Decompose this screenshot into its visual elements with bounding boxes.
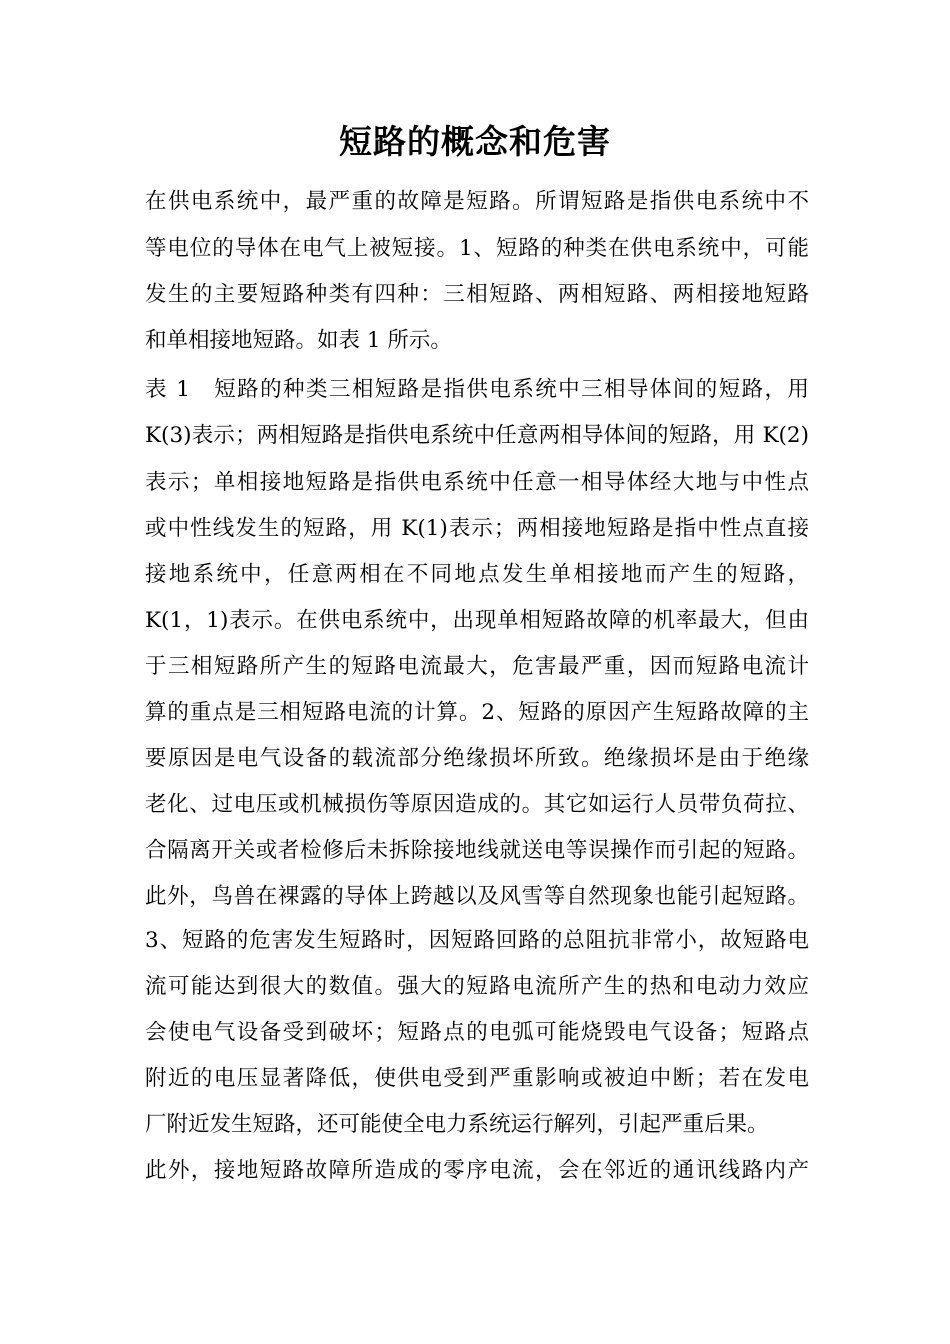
- paragraph-line: 3、短路的危害发生短路时，因短路回路的总阻抗非常小，故短路电: [145, 928, 809, 953]
- paragraph-line: 合隔离开关或者检修后未拆除接地线就送电等误操作而引起的短路。: [145, 838, 809, 863]
- document-title: 短路的概念和危害: [339, 122, 611, 161]
- paragraph-line: 此外，接地短路故障所造成的零序电流，会在邻近的通讯线路内产: [145, 1158, 809, 1183]
- paragraph-line: 厂附近发生短路，还可能使全电力系统运行解列，引起严重后果。: [145, 1112, 769, 1137]
- paragraph-line: 附近的电压显著降低，使供电受到严重影响或被迫中断；若在发电: [145, 1066, 809, 1091]
- paragraph-line: 表示；单相接地短路是指供电系统中任意一相导体经大地与中性点: [145, 470, 809, 495]
- paragraph-line: 接地系统中，任意两相在不同地点发生单相接地而产生的短路，: [145, 562, 809, 587]
- paragraph-line: 老化、过电压或机械损伤等原因造成的。其它如运行人员带负荷拉、: [145, 792, 809, 817]
- paragraph-line: 于三相短路所产生的短路电流最大，危害最严重，因而短路电流计: [145, 654, 809, 679]
- paragraph-line: 算的重点是三相短路电流的计算。2、短路的原因产生短路故障的主: [145, 700, 809, 725]
- paragraph-line: K(3)表示；两相短路是指供电系统中任意两相导体间的短路，用 K(2): [145, 423, 809, 448]
- paragraph-line: 和单相接地短路。如表 1 所示。: [145, 328, 452, 353]
- paragraph-line: 等电位的导体在电气上被短接。1、短路的种类在供电系统中，可能: [145, 236, 809, 261]
- paragraph-line: 要原因是电气设备的载流部分绝缘损坏所致。绝缘损坏是由于绝缘: [145, 746, 809, 771]
- paragraph-line: K(1，1)表示。在供电系统中，出现单相短路故障的机率最大，但由: [145, 608, 809, 633]
- paragraph-line: 流可能达到很大的数值。强大的短路电流所产生的热和电动力效应: [145, 974, 809, 999]
- paragraph-line: 表 1 短路的种类三相短路是指供电系统中三相导体间的短路，用: [145, 377, 809, 402]
- paragraph-line: 发生的主要短路种类有四种：三相短路、两相短路、两相接地短路: [145, 282, 809, 307]
- paragraph-line: 会使电气设备受到破坏；短路点的电弧可能烧毁电气设备；短路点: [145, 1020, 809, 1045]
- paragraph-line: 此外，鸟兽在裸露的导体上跨越以及风雪等自然现象也能引起短路。: [145, 884, 809, 909]
- paragraph-line: 在供电系统中，最严重的故障是短路。所谓短路是指供电系统中不: [145, 189, 809, 214]
- paragraph-line: 或中性线发生的短路，用 K(1)表示；两相接地短路是指中性点直接: [145, 516, 809, 541]
